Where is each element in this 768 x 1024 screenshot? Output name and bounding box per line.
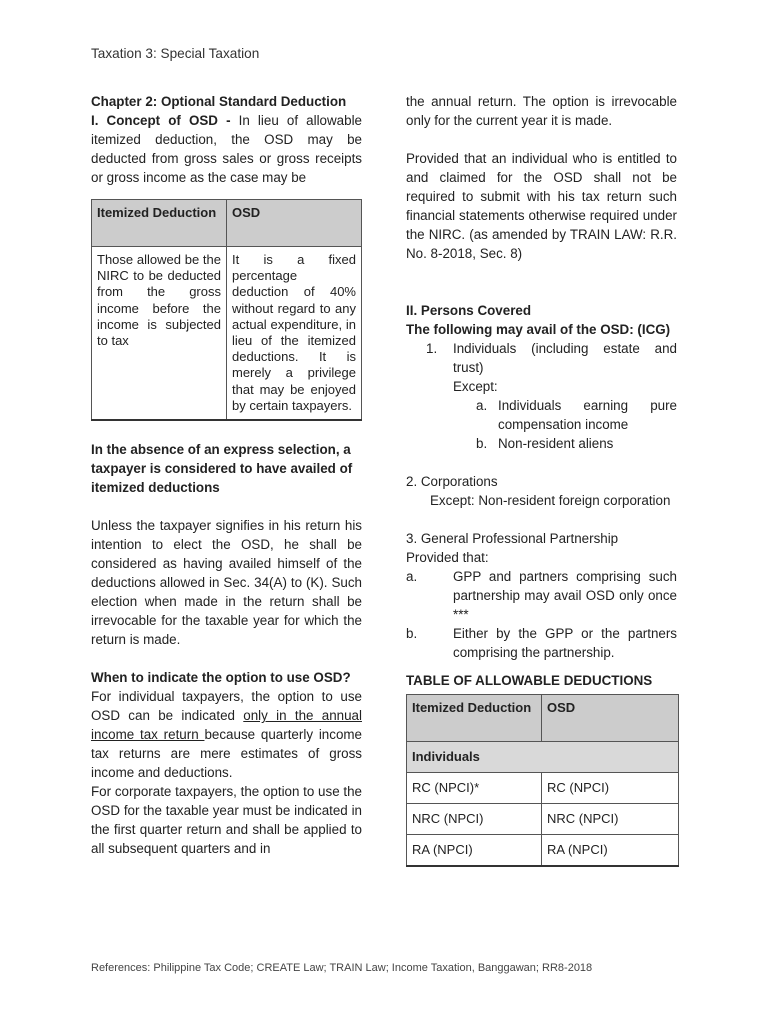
when-text-a: For individual taxpayers, the option to use OSD can be indicated [91,689,362,724]
concept-heading: I. Concept of OSD - [91,113,231,128]
left-column [91,92,362,858]
except-label: Except: [453,379,498,394]
except-b: Non-resident aliens [498,436,614,451]
when-heading: When to indicate the option to use OSD? [91,670,351,686]
corporate-paragraph: For corporate taxpayers, the option to use the OSD for the taxable year must be indicated in the first quarter return and shall be applied to all subsequent quarters and in [91,784,362,857]
item3-provided: Provided that: [406,550,489,565]
gpp-b: Either by the GPP or the partners comprising the partnership. [453,626,677,660]
page-header: Taxation 3: Special Taxation [91,46,260,61]
persons-subheading: The following may avail of the OSD: (ICG) [406,322,671,337]
group-row [407,742,679,773]
absence-paragraph: Unless the taxpayer signifies in his return his intention to elect the OSD, he shall be considered as having availed himself of the deductions allowed in Sec. 34(A) to (K). Such election when made in the return shall be irrevocable for the taxable year for which the return is made. [91,518,362,648]
table-header-row [92,200,362,247]
when-paragraph [91,687,362,782]
concept-text: In lieu of allowable itemized deduction, the OSD may be deducted from gross sales or gross receipts or gross income as the case may be [91,113,362,185]
header-itemized: Itemized Deduction [92,200,227,247]
allowable-deductions-table [406,694,679,867]
provided-paragraph: Provided that an individual who is entitled to and claimed for the OSD shall not be required to submit with his tax return such financial statements otherwise required under the NIRC. (as amended by TRAIN LAW: R.R. No. 8-2018, Sec. 8) [406,151,677,261]
list-item: 1. Individuals (including estate and trust) [426,341,677,375]
group-individuals: Individuals [407,742,679,773]
item2: 2. Corporations [406,474,498,489]
chapter-title: Chapter 2: Optional Standard Deduction [91,94,347,109]
continued-paragraph: the annual return. The option is irrevocable only for the current year it is made. [406,94,677,128]
list-item: b. Non-resident aliens [406,434,677,453]
except-a: Individuals earning pure compensation income [498,398,677,432]
item2-except: Except: Non-resident foreign corporation [430,493,671,508]
when-text-b: because quarterly income tax returns are mere estimates of gross income and deductions. [91,727,362,781]
list-item: a. Individuals earning pure compensation income [476,398,677,432]
table-header-row [407,695,679,742]
when-text-underlined: only in the annual income tax return [91,708,362,743]
page-footer: References: Philippine Tax Code; CREATE Law; TRAIN Law; Income Taxation, Banggawan; RR8-2018 [91,962,593,974]
table-row [92,247,362,421]
list-item: b. Either by the GPP or the partners comprising the partnership. [406,626,677,660]
table-row: NRC (NPCI) NRC (NPCI) [407,804,679,835]
osd-comparison-table [91,199,362,421]
item1-text: Individuals (including estate and trust) [453,341,677,375]
table-row: RA (NPCI) RA (NPCI) [407,835,679,867]
header-osd: OSD [227,200,362,247]
list-item: a. GPP and partners comprising such partnership may avail OSD only once *** [406,569,677,622]
header-itemized: Itemized Deduction [407,695,542,742]
right-column [406,92,677,867]
gpp-a: GPP and partners comprising such partnership may avail OSD only once *** [453,569,677,622]
absence-heading: In the absence of an express selection, a taxpayer is considered to have availed of itemized deductions [91,442,353,496]
persons-heading: II. Persons Covered [406,303,532,318]
concept-paragraph [91,111,362,187]
item3: 3. General Professional Partnership [406,531,619,546]
cell-itemized-definition: Those allowed be the NIRC to be deducted from the gross income before the income is subjected to tax [92,247,227,421]
table2-title: TABLE OF ALLOWABLE DEDUCTIONS [406,673,653,688]
header-osd: OSD [542,695,679,742]
table-row: RC (NPCI)* RC (NPCI) [407,773,679,804]
cell-osd-definition: It is a fixed percentage deduction of 40% without regard to any actual expenditure, in lieu of the itemized deductions. It is merely a privilege that may be enjoyed by certain taxpayers. [227,247,362,421]
